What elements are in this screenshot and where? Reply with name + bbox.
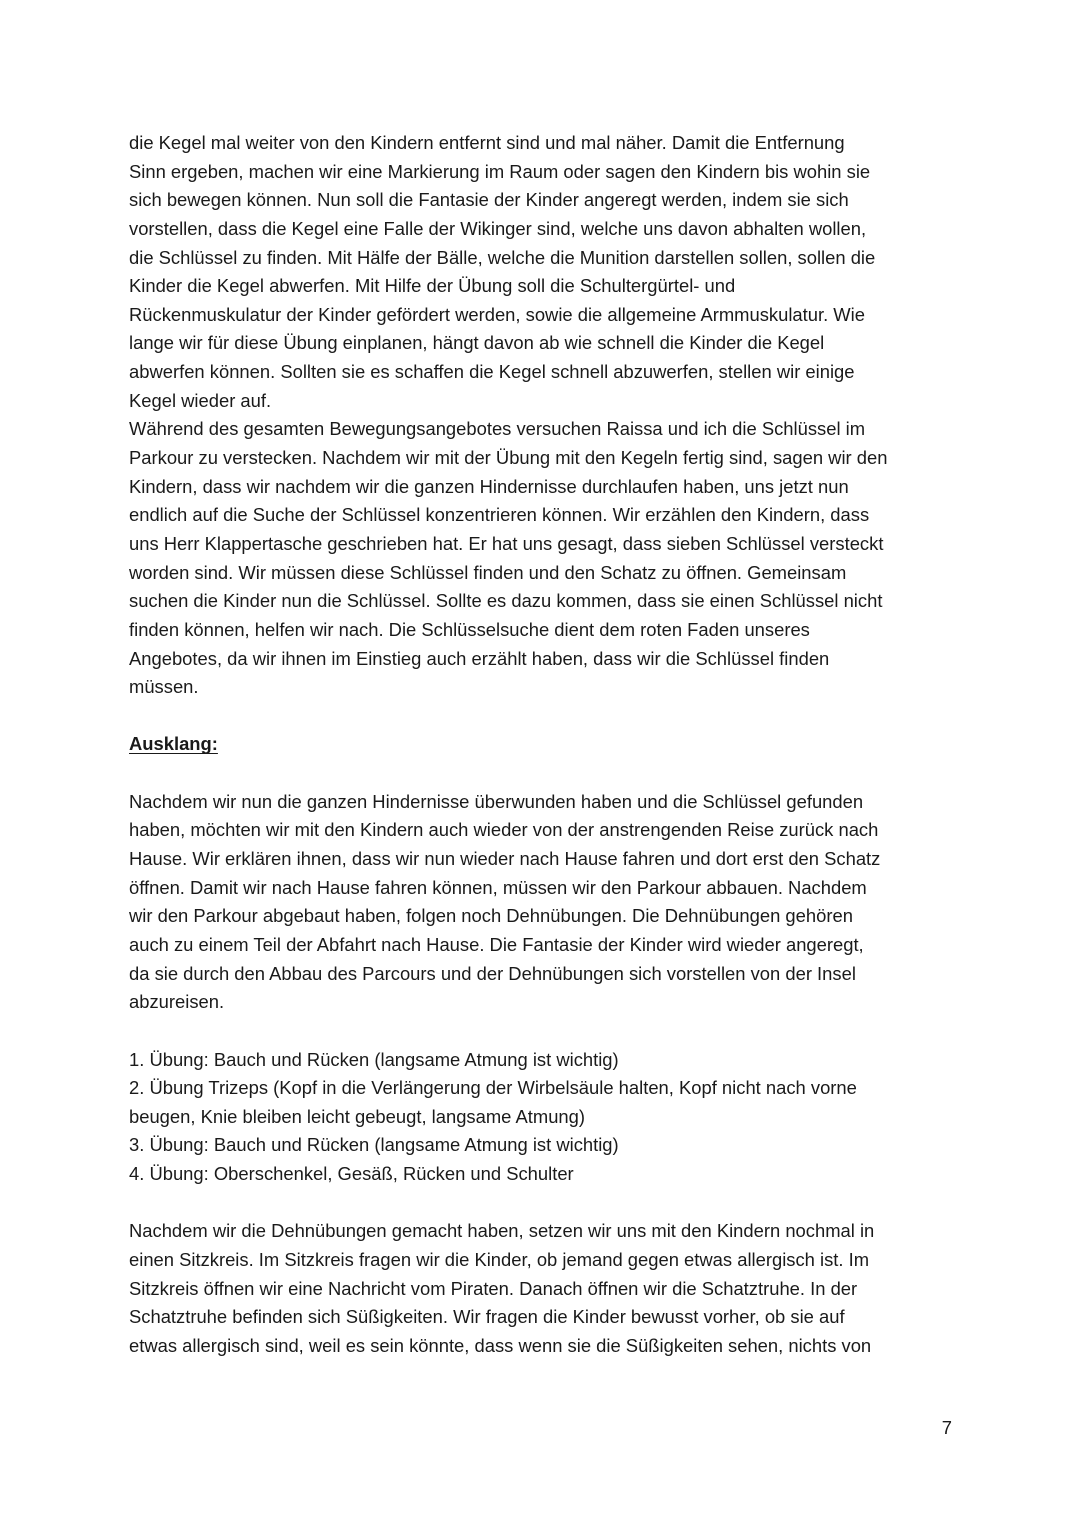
text-line: einen Sitzkreis. Im Sitzkreis fragen wir die Kinder, ob jemand gegen etwas allergisch ist. Im (129, 1248, 870, 1270)
text-line: Kindern, dass wir nachdem wir die ganzen Hindernisse durchlaufen haben, uns jetzt nun (129, 475, 849, 497)
section-heading-line (129, 730, 955, 759)
text-line: abzureisen. (129, 991, 225, 1013)
text-line: haben, möchten wir mit den Kindern auch wieder von der anstrengenden Reise zurück nach (129, 819, 879, 841)
text-line: die Kegel mal weiter von den Kindern entfernt sind und mal näher. Damit die Entfernung (129, 132, 845, 153)
text-line: abwerfen können. Sollten sie es schaffen die Kegel schnell abzuwerfen, stellen wir einige (129, 361, 855, 383)
text-line: Hause. Wir erklären ihnen, dass wir nun wieder nach Hause fahren und dort erst den Schatz (129, 848, 881, 870)
text-line: worden sind. Wir müssen diese Schlüssel finden und den Schatz zu öffnen. Gemeinsam (129, 561, 847, 583)
page-content (129, 129, 955, 1361)
stretching-exercise-list (129, 1046, 955, 1189)
spacer (129, 702, 955, 731)
text-line: die Schlüssel zu finden. Mit Hälfe der Bälle, welche die Munition darstellen sollen, sollen die (129, 246, 876, 268)
spacer (129, 1189, 955, 1218)
text-line: Nachdem wir nun die ganzen Hindernisse überwunden haben und die Schlüssel gefunden (129, 790, 864, 812)
list-item: 2. Übung Trizeps (Kopf in die Verlängerung der Wirbelsäule halten, Kopf nicht nach vorne (129, 1077, 857, 1099)
text-line: lange wir für diese Übung einplanen, hängt davon ab wie schnell die Kinder die Kegel (129, 332, 825, 354)
paragraph-sitzkreis (129, 1217, 955, 1360)
text-line: vorstellen, dass die Kegel eine Falle der Wikinger sind, welche uns davon abhalten wollen, (129, 217, 867, 239)
text-line: Kegel wieder auf. (129, 389, 272, 411)
text-line: suchen die Kinder nun die Schlüssel. Sollte es dazu kommen, dass sie einen Schlüssel nicht (129, 590, 883, 612)
text-line: Sinn ergeben, machen wir eine Markierung im Raum oder sagen den Kindern bis wohin sie (129, 160, 871, 182)
text-line: wir den Parkour abgebaut haben, folgen noch Dehnübungen. Die Dehnübungen gehören (129, 905, 853, 927)
list-item: 3. Übung: Bauch und Rücken (langsame Atmung ist wichtig) (129, 1134, 619, 1156)
spacer (129, 759, 955, 788)
text-line: müssen. (129, 676, 199, 698)
text-line: Parkour zu verstecken. Nachdem wir mit der Übung mit den Kegeln fertig sind, sagen wir den (129, 447, 888, 469)
text-line: sich bewegen können. Nun soll die Fantasie der Kinder angeregt werden, indem sie sich (129, 189, 849, 211)
text-line: Sitzkreis öffnen wir eine Nachricht vom Piraten. Danach öffnen wir die Schatztruhe. In der (129, 1277, 858, 1299)
text-line: öffnen. Damit wir nach Hause fahren können, müssen wir den Parkour abbauen. Nachdem (129, 876, 867, 898)
page-number: 7 (941, 1417, 952, 1438)
text-line: Während des gesamten Bewegungsangebotes versuchen Raissa und ich die Schlüssel im (129, 418, 866, 440)
section-heading-ausklang: Ausklang: (129, 733, 218, 755)
text-line: Angebotes, da wir ihnen im Einstieg auch erzählt haben, dass wir die Schlüssel finden (129, 647, 830, 669)
text-line: da sie durch den Abbau des Parcours und der Dehnübungen sich vorstellen von der Insel (129, 962, 856, 984)
text-line: etwas allergisch sind, weil es sein könnte, dass wenn sie die Süßigkeiten sehen, nichts von (129, 1334, 872, 1356)
text-line: auch zu einem Teil der Abfahrt nach Hause. Die Fantasie der Kinder wird wieder angeregt, (129, 933, 864, 955)
text-line: Kinder die Kegel abwerfen. Mit Hilfe der Übung soll die Schultergürtel- und (129, 275, 736, 297)
list-item: beugen, Knie bleiben leicht gebeugt, langsame Atmung) (129, 1105, 586, 1127)
list-item: 1. Übung: Bauch und Rücken (langsame Atmung ist wichtig) (129, 1048, 619, 1070)
list-item: 4. Übung: Oberschenkel, Gesäß, Rücken und Schulter (129, 1163, 574, 1185)
text-line: uns Herr Klappertasche geschrieben hat. Er hat uns gesagt, dass sieben Schlüssel versteckt (129, 532, 884, 554)
text-line: Nachdem wir die Dehnübungen gemacht haben, setzen wir uns mit den Kindern nochmal in (129, 1220, 875, 1242)
paragraph-kegel-and-key-search (129, 129, 955, 702)
spacer (129, 1017, 955, 1046)
text-line: Rückenmuskulatur der Kinder gefördert werden, sowie die allgemeine Armmuskulatur. Wie (129, 303, 865, 325)
paragraph-ausklang-intro (129, 788, 955, 1017)
text-line: endlich auf die Suche der Schlüssel konzentrieren können. Wir erzählen den Kindern, dass (129, 504, 870, 526)
text-line: Schatztruhe befinden sich Süßigkeiten. Wir fragen die Kinder bewusst vorher, ob sie auf (129, 1306, 845, 1328)
text-line: finden können, helfen wir nach. Die Schlüsselsuche dient dem roten Faden unseres (129, 618, 810, 640)
